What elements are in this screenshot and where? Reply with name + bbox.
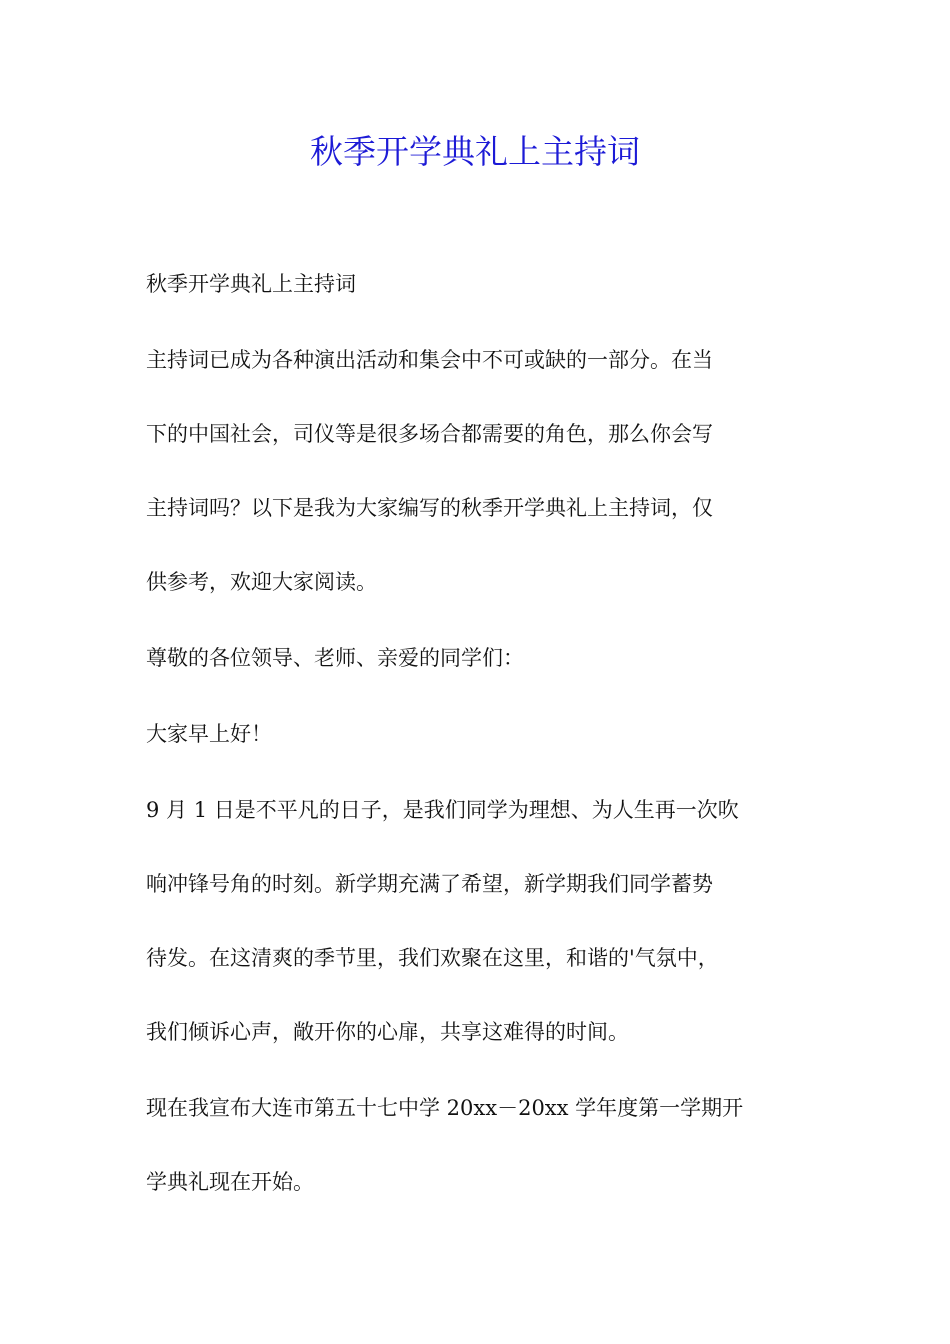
paragraph-line: 秋季开学典礼上主持词 — [146, 272, 356, 296]
paragraph-line: 大家早上好！ — [146, 722, 272, 746]
paragraph-line: 供参考，欢迎大家阅读。 — [146, 570, 377, 594]
paragraph-intro — [146, 323, 810, 619]
paragraph-line: 尊敬的各位领导、老师、亲爱的同学们： — [146, 646, 524, 670]
paragraph-greeting — [146, 639, 810, 677]
document-body — [146, 265, 810, 1239]
paragraph-main — [146, 773, 810, 1069]
paragraph-good-morning — [146, 715, 810, 753]
paragraph-line: 下的中国社会，司仪等是很多场合都需要的角色，那么你会写 — [146, 422, 713, 446]
paragraph-subtitle — [146, 265, 810, 303]
paragraph-line: 主持词吗？以下是我为大家编写的秋季开学典礼上主持词，仅 — [146, 496, 713, 520]
paragraph-line: 主持词已成为各种演出活动和集会中不可或缺的一部分。在当 — [146, 348, 713, 372]
paragraph-line: 现在我宣布大连市第五十七中学 20xx－20xx 学年度第一学期开 — [146, 1096, 744, 1120]
paragraph-line: 9 月 1 日是不平凡的日子，是我们同学为理想、为人生再一次吹 — [146, 798, 739, 822]
paragraph-line: 响冲锋号角的时刻。新学期充满了希望，新学期我们同学蓄势 — [146, 872, 713, 896]
paragraph-line: 学典礼现在开始。 — [146, 1170, 314, 1194]
document-title: 秋季开学典礼上主持词 — [310, 132, 640, 171]
paragraph-line: 待发。在这清爽的季节里，我们欢聚在这里，和谐的'气氛中， — [146, 946, 719, 970]
paragraph-announcement — [146, 1071, 810, 1219]
paragraph-line: 我们倾诉心声，敞开你的心扉，共享这难得的时间。 — [146, 1020, 629, 1044]
